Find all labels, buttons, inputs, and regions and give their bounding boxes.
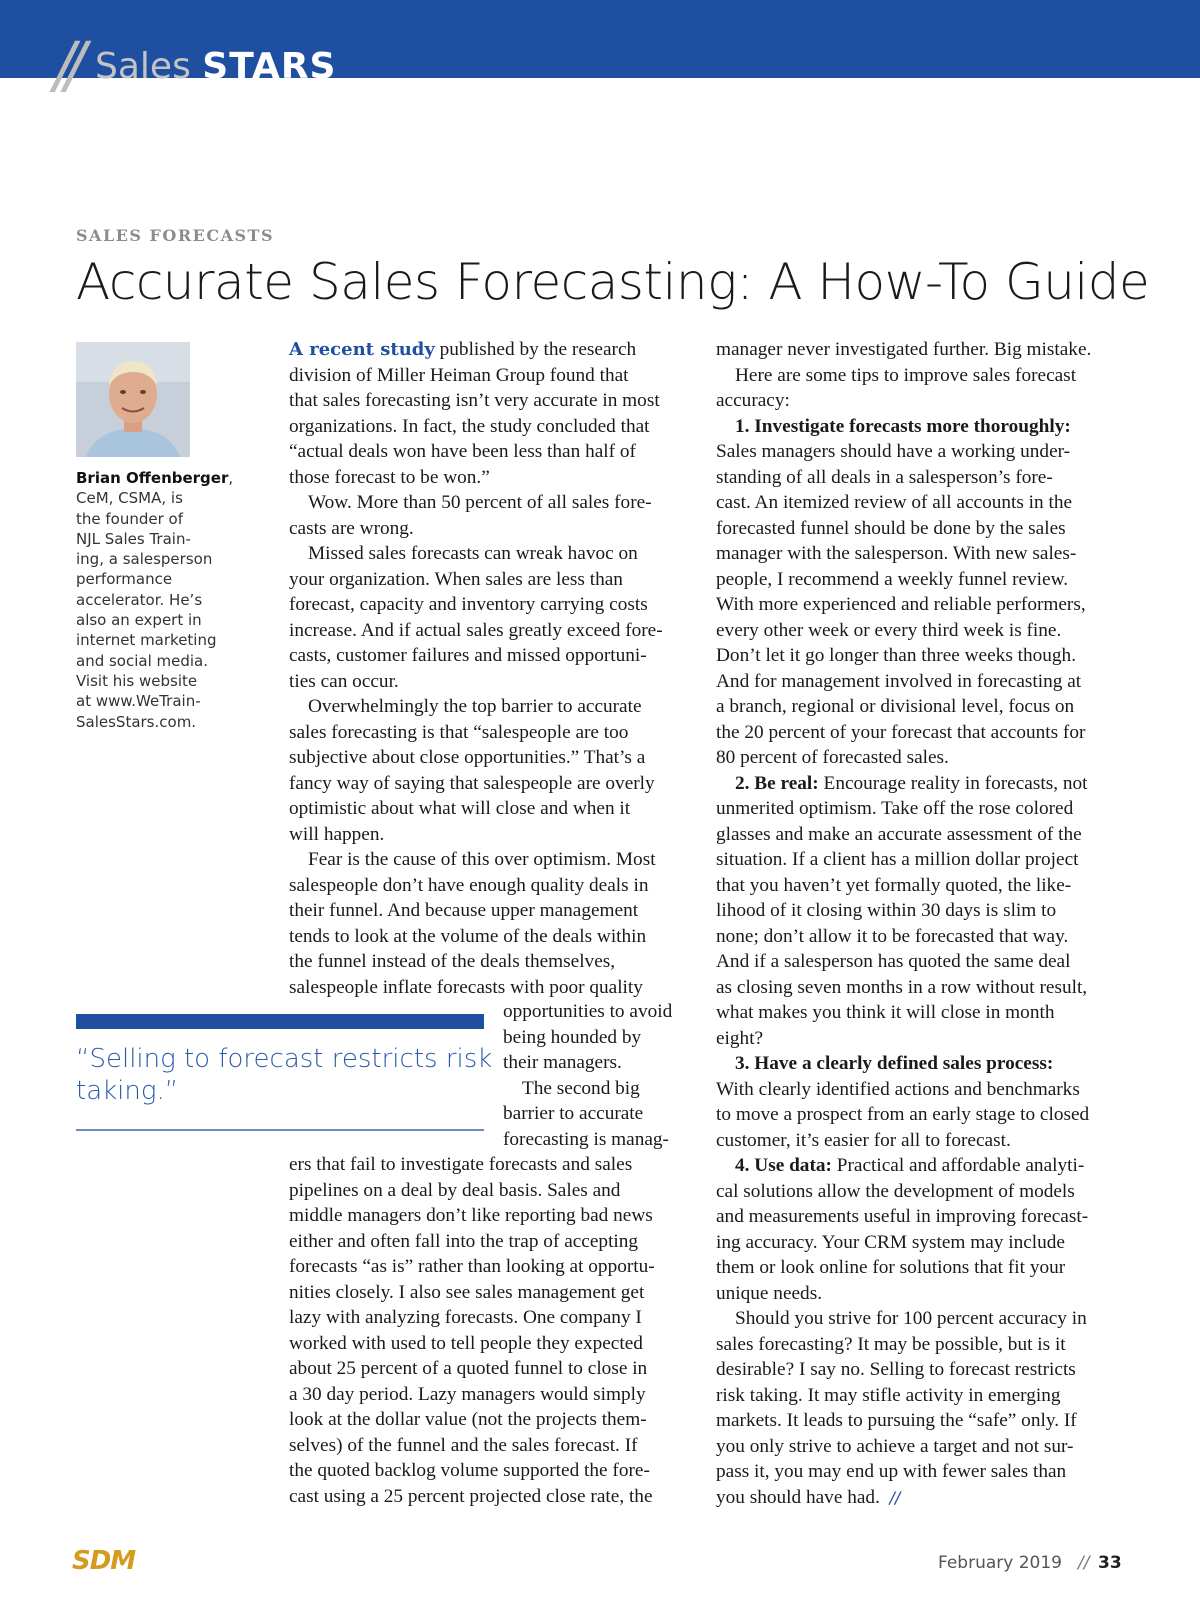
body-line: standing of all deals in a salesperson’s fore- <box>716 466 1053 488</box>
body-line: Sales managers should have a working under- <box>716 441 1071 462</box>
body-line: about 25 percent of a quoted funnel to close in <box>289 1358 648 1379</box>
body-line: pass it, you may end up with fewer sales than <box>716 1461 1067 1482</box>
body-line: Fear is the cause of this over optimism. Most <box>308 849 656 870</box>
tip-heading-rest: Practical and affordable analyti- <box>831 1155 1085 1176</box>
section-masthead <box>95 44 336 90</box>
bio-first-line: Brian Offenberger, <box>76 469 234 487</box>
pull-quote-bar <box>76 1014 484 1029</box>
end-mark: // <box>889 1487 901 1507</box>
pull-quote-line: taking.” <box>76 1076 179 1106</box>
body-line: casts, customer failures and missed opportuni- <box>289 645 647 666</box>
body-line: eight? <box>716 1027 764 1049</box>
body-line: markets. It leads to pursuing the “safe” only. If <box>716 1410 1077 1431</box>
bio-line: NJL Sales Train- <box>76 529 191 548</box>
body-line: them or look online for solutions that fit your <box>716 1257 1066 1278</box>
article-column-1-top <box>289 337 693 1000</box>
body-line: will happen. <box>289 823 385 845</box>
body-line: desirable? I say no. Selling to forecast restricts <box>716 1359 1076 1380</box>
body-line: And if a salesperson has quoted the same deal <box>716 951 1071 972</box>
body-line: casts are wrong. <box>289 517 414 539</box>
page-number: 33 <box>1098 1553 1122 1573</box>
tip-heading-text: 2. Be real: <box>735 772 819 794</box>
footer-separator: // <box>1078 1553 1090 1573</box>
tip-heading-text: 1. Investigate forecasts more thoroughly: <box>735 415 1071 437</box>
body-line: none; don’t allow it to be forecasted that way. <box>716 925 1069 947</box>
sdm-logo: SDM <box>72 1546 136 1576</box>
body-line: to move a prospect from an early stage to closed <box>716 1104 1090 1125</box>
body-line-last <box>716 1485 1126 1511</box>
body-line: ties can occur. <box>289 670 399 692</box>
body-line: and measurements useful in improving forecast- <box>716 1206 1089 1227</box>
body-line: And for management involved in forecasting at <box>716 670 1082 692</box>
body-line: either and often fall into the trap of accepting <box>289 1230 639 1252</box>
body-line: sales forecasting? It may be possible, but is it <box>716 1333 1066 1355</box>
tip-heading-rest: Encourage reality in forecasts, not <box>818 772 1088 794</box>
body-line: forecast, capacity and inventory carrying costs <box>289 594 648 615</box>
body-line: unmerited optimism. Take off the rose colored <box>716 798 1074 819</box>
masthead-bold: STARS <box>202 46 337 87</box>
body-line: forecasts “as is” rather than looking at opportu- <box>289 1256 655 1277</box>
article-column-1-narrow <box>503 999 693 1152</box>
body-line: the 20 percent of your forecast that accounts for <box>716 721 1086 743</box>
body-line: optimistic about what will close and when it <box>289 798 631 819</box>
body-line: Missed sales forecasts can wreak havoc on <box>308 543 638 564</box>
body-line: look at the dollar value (not the projects them- <box>289 1409 647 1430</box>
body-line: that you haven’t yet formally quoted, the like- <box>716 874 1072 896</box>
body-line: nities closely. I also see sales management get <box>289 1281 645 1303</box>
tip-heading-1 <box>716 414 1126 440</box>
body-line: tends to look at the volume of the deals within <box>289 925 647 947</box>
masthead-light: Sales <box>95 46 191 87</box>
body-line: sales forecasting is that “salespeople are too <box>289 721 629 743</box>
bio-line: the founder of <box>76 509 183 528</box>
body-line: cast using a 25 percent projected close rate, the <box>289 1485 653 1507</box>
body-line: lihood of it closing within 30 days is slim to <box>716 900 1057 921</box>
body-line: situation. If a client has a million dollar project <box>716 849 1079 870</box>
body-line: barrier to accurate <box>503 1103 644 1124</box>
author-photo <box>76 342 190 457</box>
body-line: pipelines on a deal by deal basis. Sales and <box>289 1179 621 1201</box>
body-line: With clearly identified actions and benchmarks <box>716 1078 1080 1100</box>
body-line: their funnel. And because upper management <box>289 900 639 921</box>
tip-heading-4 <box>716 1153 1126 1179</box>
body-line: being hounded by <box>503 1026 642 1048</box>
last-sentence: you should have had. <box>716 1486 880 1508</box>
body-line: salespeople inflate forecasts with poor quality <box>289 976 643 998</box>
body-line: the quoted backlog volume supported the fore- <box>289 1460 650 1481</box>
body-line: salespeople don’t have enough quality deals in <box>289 874 649 896</box>
body-line: subjective about close opportunities.” That’s a <box>289 747 646 768</box>
tip-heading-3 <box>716 1051 1126 1077</box>
body-line-lead <box>289 337 693 363</box>
article-column-2 <box>716 337 1126 1510</box>
body-line: those forecast to be won.” <box>289 466 490 488</box>
bio-line: accelerator. He’s <box>76 590 203 609</box>
lead-in: A recent study <box>289 339 435 360</box>
body-line: your organization. When sales are less than <box>289 568 623 590</box>
body-line: a branch, regional or divisional level, focus on <box>716 696 1075 717</box>
body-line: Should you strive for 100 percent accuracy in <box>735 1308 1087 1329</box>
bio-line: internet marketing <box>76 631 217 650</box>
body-line: worked with used to tell people they expected <box>289 1332 643 1354</box>
body-line: manager never investigated further. Big mistake. <box>716 339 1092 360</box>
body-line: every other week or every third week is fine. <box>716 619 1062 641</box>
body-line: risk taking. It may stifle activity in emerging <box>716 1384 1061 1406</box>
body-line: the funnel instead of the deals themselves, <box>289 951 616 972</box>
bio-line: and social media. <box>76 651 209 670</box>
bio-line: performance <box>76 570 173 589</box>
author-name: Brian Offenberger <box>76 469 229 487</box>
body-line: their managers. <box>503 1052 622 1073</box>
section-kicker: SALES FORECASTS <box>76 226 274 245</box>
author-bio <box>76 468 246 732</box>
body-line: unique needs. <box>716 1282 823 1304</box>
bio-line: CeM, CSMA, is <box>76 489 183 508</box>
body-line: forecasted funnel should be done by the sales <box>716 517 1066 539</box>
body-line: opportunities to avoid <box>503 1001 673 1022</box>
pull-quote-rule <box>76 1129 484 1131</box>
article-headline: Accurate Sales Forecasting: A How-To Guide <box>76 253 1150 311</box>
body-line: cast. An itemized review of all accounts in the <box>716 492 1073 513</box>
lead-in-rest: published by the research <box>434 339 637 360</box>
body-line: people, I recommend a weekly funnel review. <box>716 568 1069 590</box>
tip-heading-text: 4. Use data: <box>735 1155 832 1176</box>
issue-date: February 2019 <box>938 1553 1062 1573</box>
body-line: accuracy: <box>716 390 790 411</box>
pull-quote-line: “Selling to forecast restricts risk <box>76 1044 493 1074</box>
body-line: manager with the salesperson. With new sales- <box>716 543 1077 564</box>
bio-line: ing, a salesperson <box>76 550 213 569</box>
pull-quote <box>76 1043 493 1107</box>
body-line: a 30 day period. Lazy managers would simply <box>289 1383 646 1405</box>
body-line: With more experienced and reliable performers, <box>716 594 1086 615</box>
body-line: Overwhelmingly the top barrier to accurate <box>308 696 642 717</box>
body-line: ers that fail to investigate forecasts and sales <box>289 1154 633 1175</box>
body-line: The second big <box>522 1077 640 1099</box>
bio-line: SalesStars.com. <box>76 712 197 731</box>
article-column-1-bottom <box>289 1152 693 1509</box>
bio-line: also an expert in <box>76 611 202 630</box>
tip-heading-2 <box>716 771 1126 797</box>
body-line: cal solutions allow the development of models <box>716 1180 1075 1202</box>
body-line: lazy with analyzing forecasts. One company I <box>289 1307 642 1328</box>
bio-line: at www.WeTrain- <box>76 692 201 711</box>
body-line: Wow. More than 50 percent of all sales fore- <box>308 492 652 513</box>
body-line: glasses and make an accurate assessment of the <box>716 823 1082 845</box>
body-line: “actual deals won have been less than half of <box>289 441 636 462</box>
body-line: Here are some tips to improve sales forecast <box>735 364 1077 386</box>
body-line: as closing seven months in a row without result, <box>716 976 1088 998</box>
body-line: increase. And if actual sales greatly exceed fore- <box>289 619 663 641</box>
body-line: Don’t let it go longer than three weeks though. <box>716 645 1077 666</box>
body-line: that sales forecasting isn’t very accurate in most <box>289 390 660 411</box>
body-line: forecasting is manag- <box>503 1128 669 1150</box>
tip-heading-text: 3. Have a clearly defined sales process: <box>735 1053 1054 1074</box>
body-line: organizations. In fact, the study concluded that <box>289 415 650 437</box>
body-line: division of Miller Heiman Group found that <box>289 364 629 386</box>
body-line: you only strive to achieve a target and not sur- <box>716 1435 1074 1457</box>
body-line: 80 percent of forecasted sales. <box>716 747 949 768</box>
body-line: what makes you think it will close in month <box>716 1002 1055 1023</box>
body-line: fancy way of saying that salespeople are overly <box>289 772 655 794</box>
body-line: selves) of the funnel and the sales forecast. If <box>289 1434 638 1456</box>
masthead-slashes: // <box>54 28 76 101</box>
body-line: ing accuracy. Your CRM system may include <box>716 1231 1065 1253</box>
body-line: middle managers don’t like reporting bad news <box>289 1205 653 1226</box>
bio-line: Visit his website <box>76 671 198 690</box>
body-line: customer, it’s easier for all to forecast. <box>716 1129 1011 1151</box>
